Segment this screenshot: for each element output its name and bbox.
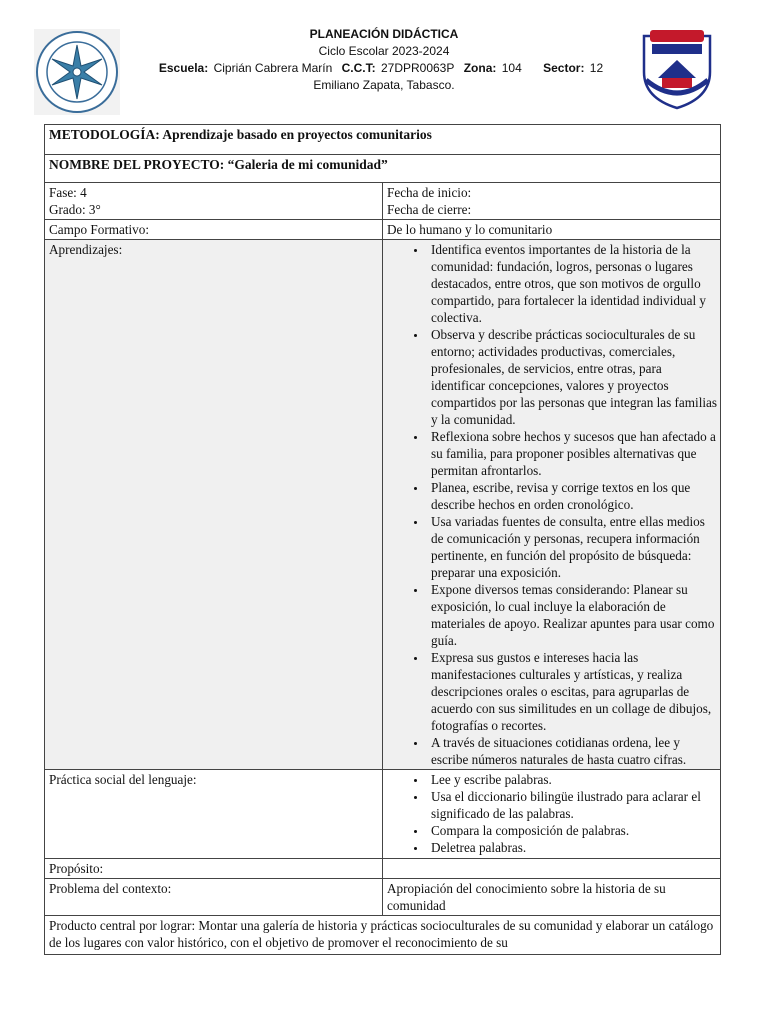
- list-item: • Observa y describe prácticas socioculturales de su entorno; actividades productivas, comerciales, profesionales, de servicios, entre otras, para identificar concepciones, valores y proyectos compartidos por las personas que integran las familias y la comunidad.: [427, 326, 718, 428]
- aprendizajes-list-cell: [383, 240, 721, 770]
- sector-label: Sector:: [543, 61, 585, 75]
- aprendizajes-label-cell: Aprendizajes:: [45, 240, 383, 770]
- zone-label: Zona:: [463, 61, 497, 75]
- practica-list: [387, 771, 716, 856]
- methodology-cell: METODOLOGÍA: Aprendizaje basado en proyectos comunitarios: [45, 125, 721, 155]
- list-item: • Planea, escribe, revisa y corrige textos en los que describe hechos en orden cronológico.: [427, 479, 718, 513]
- school-location: Emiliano Zapata, Tabasco.: [313, 78, 455, 92]
- phase-text: Fase: 4: [49, 185, 87, 200]
- campo-label-cell: Campo Formativo:: [45, 220, 383, 240]
- list-item: • Usa el diccionario bilingüe ilustrado para aclarar el significado de las palabras.: [427, 788, 716, 822]
- sector-value: 12: [589, 61, 604, 75]
- aprendizajes-list: [387, 241, 718, 768]
- list-item: • Compara la composición de palabras.: [427, 822, 716, 839]
- planning-table: [44, 124, 721, 955]
- proposito-label-cell: Propósito:: [45, 859, 383, 879]
- list-item: • Reflexiona sobre hechos y sucesos que han afectado a su familia, para proponer posibles alternativas que permitan afrontarlos.: [427, 428, 718, 479]
- project-name-cell: NOMBRE DEL PROYECTO: “Galeria de mi comunidad”: [45, 155, 721, 183]
- cct-label: C.C.T:: [341, 61, 376, 75]
- list-item: • Lee y escribe palabras.: [427, 771, 716, 788]
- practica-label-cell: Práctica social del lenguaje:: [45, 770, 383, 859]
- proposito-value-cell: [383, 859, 721, 879]
- school-cycle: Ciclo Escolar 2023-2024: [318, 44, 450, 58]
- document-header: [0, 0, 768, 122]
- school-label: Escuela:: [158, 61, 209, 75]
- campo-value-cell: De lo humano y lo comunitario: [383, 220, 721, 240]
- list-item: • A través de situaciones cotidianas ordena, lee y escribe números naturales de hasta cuatro cifras.: [427, 734, 718, 768]
- grade-text: Grado: 3°: [49, 202, 101, 217]
- start-date-text: Fecha de inicio:: [387, 185, 472, 200]
- problema-label-cell: Problema del contexto:: [45, 879, 383, 916]
- end-date-text: Fecha de cierre:: [387, 202, 472, 217]
- phase-grade-cell: [45, 183, 383, 220]
- zone-value: 104: [501, 61, 522, 75]
- practica-list-cell: [383, 770, 721, 859]
- list-item: • Expresa sus gustos e intereses hacia las manifestaciones culturales y artísticas, y realiza descripciones orales o escitas, para agruparlas de acuerdo con sus similitudes en un collage de dibujos, fotografías o recortes.: [427, 649, 718, 734]
- school-logo-right: [636, 26, 718, 110]
- list-item: • Identifica eventos importantes de la historia de la comunidad: fundación, logros, personas o lugares destacados, entre otros, que son motivos de orgullo compartido, para fortalecer la identidad individual y colectiva.: [427, 241, 718, 326]
- school-value: Ciprián Cabrera Marín: [213, 61, 333, 75]
- cct-value: 27DPR0063P: [380, 61, 455, 75]
- problema-value-cell: Apropiación del conocimiento sobre la historia de su comunidad: [383, 879, 721, 916]
- doc-title: PLANEACIÓN DIDÁCTICA: [309, 27, 459, 41]
- producto-cell: Producto central por lograr: Montar una galería de historia y prácticas socioculturales de su comunidad y elaborar un catálogo de los lugares con valor histórico, con el objetivo de promover el reconocimiento de su: [45, 916, 721, 955]
- dates-cell: [383, 183, 721, 220]
- list-item: • Expone diversos temas considerando: Planear su exposición, lo cual incluye la elaboración de materiales de apoyo. Realizar apuntes para usar como guía.: [427, 581, 718, 649]
- list-item: • Deletrea palabras.: [427, 839, 716, 856]
- list-item: • Usa variadas fuentes de consulta, entre ellas medios de comunicación y personas, recupera información pertinente, en función del propósito de búsqueda: preparar una exposición.: [427, 513, 718, 581]
